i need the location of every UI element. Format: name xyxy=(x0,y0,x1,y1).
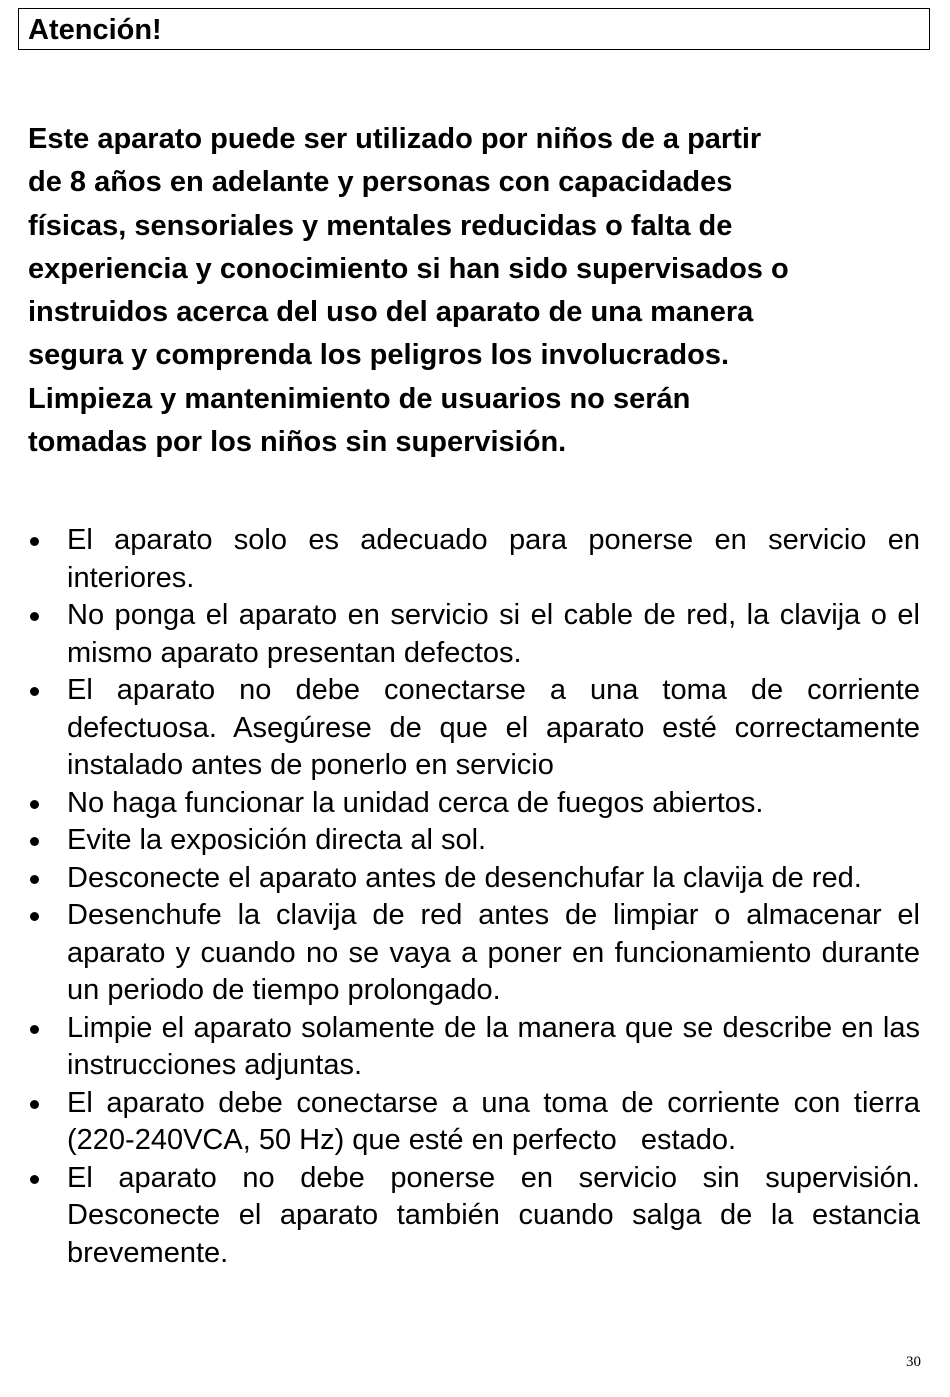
warning-line: experiencia y conocimiento si han sido supervisados o xyxy=(28,252,789,285)
bullet-icon xyxy=(30,800,39,809)
bullet-icon xyxy=(30,537,39,546)
instruction-item xyxy=(67,1160,920,1273)
warning-line: segura y comprenda los peligros los involucrados. xyxy=(28,339,730,372)
bullet-icon xyxy=(30,1175,39,1184)
instruction-text: Limpie el aparato solamente de la manera que se describe en las instrucciones adjuntas. xyxy=(67,1011,920,1081)
attention-header-box xyxy=(18,8,930,50)
bullet-icon xyxy=(30,1025,39,1034)
bullet-icon xyxy=(30,875,39,884)
attention-title: Atención! xyxy=(28,14,162,46)
instruction-text: El aparato debe conectarse a una toma de corriente con tierra (220-240VCA, 50 Hz) que esté en perfecto estado. xyxy=(67,1086,929,1156)
instruction-item xyxy=(67,1085,929,1160)
instruction-text: Desconecte el aparato antes de desenchufar la clavija de red. xyxy=(67,861,862,894)
instruction-item xyxy=(67,822,920,860)
bullet-icon xyxy=(30,837,39,846)
bullet-icon xyxy=(30,1100,39,1109)
child-safety-warning xyxy=(28,118,928,464)
warning-line: de 8 años en adelante y personas con capacidades xyxy=(28,166,733,199)
instruction-text: No haga funcionar la unidad cerca de fuegos abiertos. xyxy=(67,786,764,819)
bullet-icon xyxy=(30,612,39,621)
page-number: 30 xyxy=(906,1354,921,1370)
bullet-icon xyxy=(30,912,39,921)
instruction-text: El aparato no debe conectarse a una toma de corriente defectuosa. Asegúrese de que el aparato esté correctamente instalado antes de ponerlo en servicio xyxy=(67,674,920,781)
instructions-list xyxy=(0,522,950,1272)
instruction-item xyxy=(67,597,920,672)
instruction-item xyxy=(67,785,920,823)
warning-line: físicas, sensoriales y mentales reducidas o falta de xyxy=(28,209,733,242)
instruction-text: Evite la exposición directa al sol. xyxy=(67,824,487,856)
instruction-item xyxy=(67,897,920,1010)
instruction-item xyxy=(67,672,920,785)
warning-line: instruidos acerca del uso del aparato de una manera xyxy=(28,296,754,329)
instruction-text: No ponga el aparato en servicio si el cable de red, la clavija o el mismo aparato presentan defectos. xyxy=(67,599,920,669)
instruction-text: Desenchufe la clavija de red antes de limpiar o almacenar el aparato y cuando no se vaya a poner en funcionamiento durante un periodo de tiempo prolongado. xyxy=(67,899,920,1006)
warning-line: Este aparato puede ser utilizado por niños de a partir xyxy=(28,123,762,155)
instruction-item xyxy=(67,860,920,898)
instruction-item xyxy=(67,522,920,597)
instruction-item xyxy=(67,1010,920,1085)
warning-line: tomadas por los niños sin supervisión. xyxy=(28,426,567,459)
warning-line: Limpieza y mantenimiento de usuarios no serán xyxy=(28,382,691,415)
instruction-text: El aparato solo es adecuado para ponerse en servicio en interiores. xyxy=(67,524,920,594)
instruction-text: El aparato no debe ponerse en servicio sin supervisión. Desconecte el aparato también cuando salga de la estancia brevemente. xyxy=(67,1161,920,1269)
bullet-icon xyxy=(30,687,39,696)
